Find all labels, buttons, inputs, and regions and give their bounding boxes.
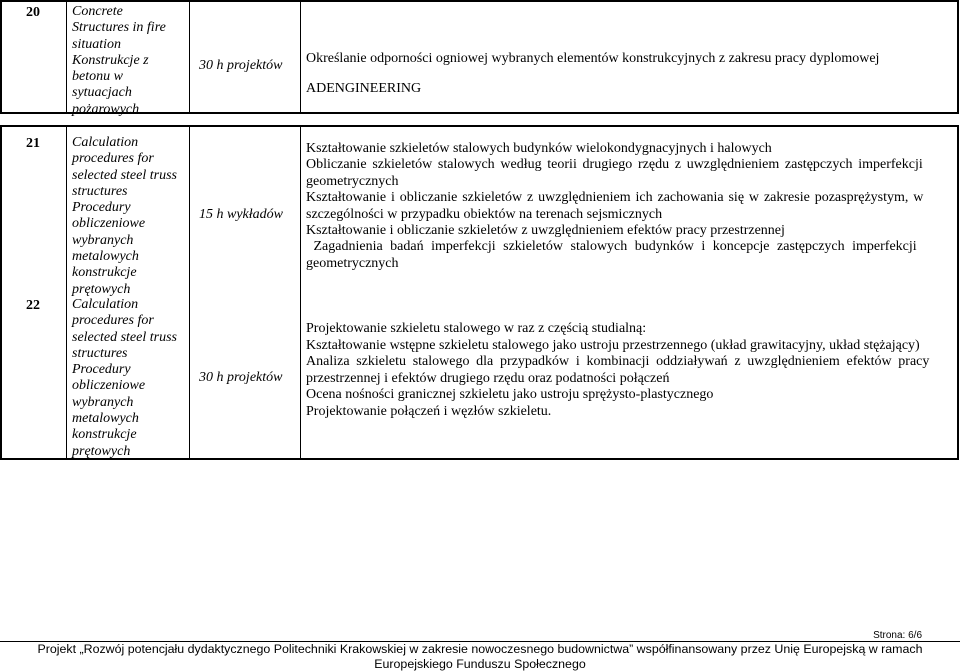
subject-name [72, 135, 177, 298]
subject-line: pożarowych [72, 101, 140, 117]
subject-line: Konstrukcje z [72, 52, 149, 68]
subject-line: konstrukcje [72, 265, 137, 281]
row-number: 20 [26, 5, 40, 20]
subject-line: betonu w [72, 69, 123, 85]
subject-line: obliczeniowe [72, 378, 146, 394]
subject-line: Procedury [72, 362, 131, 378]
subject-line: procedures for [72, 151, 154, 167]
content-line: Projektowanie szkieletu stalowego w raz z częścią studialną: [306, 321, 647, 336]
subject-line: metalowych [72, 411, 139, 427]
footer-line: Projekt „Rozwój potencjału dydaktycznego Politechniki Krakowskiej w zakresie nowoczesnego budownictwa” współfinansowany przez Unię Europejską w ramach [37, 642, 923, 656]
subject-line: structures [72, 345, 128, 361]
subject-line: prętowych [72, 281, 131, 297]
hours-label: 30 h projektów [199, 370, 283, 385]
content-line: Kształtowanie wstępne szkieletu stalowego jako ustroju przestrzennego (układ grawitacyjny, układ stężający) [306, 337, 920, 353]
content-line: Określanie odporności ogniowej wybranych elementów konstrukcyjnych z zakresu pracy dyplomowej [306, 51, 880, 66]
column-divider [66, 127, 67, 458]
subject-line: selected steel truss [72, 329, 177, 345]
content-line: Kształtowanie i obliczanie szkieletów z uwzględnieniem efektów pracy przestrzennej [306, 223, 785, 239]
subject-line: Structures in fire [72, 20, 166, 36]
subject-name [72, 4, 166, 118]
content-line: geometrycznych [306, 173, 399, 189]
row-number: 21 [26, 136, 40, 151]
content-description [306, 321, 951, 421]
subject-line: sytuacjach [72, 85, 132, 101]
content-line: Projektowanie połączeń i węzłów szkieletu. [306, 403, 552, 419]
content-line: ADENGINEERING [306, 81, 422, 96]
subject-line: obliczeniowe [72, 216, 146, 232]
content-line: Ocena nośności granicznej szkieletu jako ustroju sprężysto-plastycznego [306, 387, 714, 403]
page-number: Strona: 6/6 [873, 630, 922, 641]
content-line: Kształtowanie i obliczanie szkieletów z uwzględnieniem ich zachowania się w zakresie pozasprężystym, w [306, 190, 924, 206]
column-divider [66, 2, 67, 112]
subject-line: Procedury [72, 200, 131, 216]
column-divider [189, 2, 190, 112]
column-divider [189, 127, 190, 458]
subject-line: Concrete [72, 4, 123, 19]
subject-line: metalowych [72, 249, 139, 265]
content-line: Zagadnienia badań imperfekcji szkieletów stalowych budynków i koncepcje zastępczych imperfekcji [306, 239, 917, 255]
content-line: Kształtowanie szkieletów stalowych budynków wielokondygnacyjnych i halowych [306, 141, 772, 156]
footer-line: Europejskiego Funduszu Społecznego [374, 657, 586, 671]
subject-line: selected steel truss [72, 167, 177, 183]
subject-line: wybranych [72, 394, 134, 410]
subject-line: konstrukcje [72, 427, 137, 443]
content-line: Analiza szkieletu stalowego dla przypadków i kombinacji oddziaływań z uwzględnieniem efektów pracy [306, 354, 930, 370]
column-divider [300, 127, 301, 458]
subject-line: structures [72, 183, 128, 199]
subject-name [72, 297, 177, 460]
content-description [306, 141, 951, 272]
subject-line: Calculation [72, 297, 139, 312]
content-line: szczególności w przypadku obiektów na terenach sejsmicznych [306, 206, 663, 222]
hours-label: 15 h wykładów [199, 207, 283, 222]
content-description [306, 44, 879, 104]
subject-line: Calculation [72, 135, 139, 150]
footer-text [0, 641, 960, 672]
hours-label: 30 h projektów [199, 58, 283, 73]
subject-line: procedures for [72, 313, 154, 329]
content-line: Obliczanie szkieletów stalowych według teorii drugiego rzędu z uwzględnieniem zastępczych imperfekcji [306, 157, 923, 173]
row-number: 22 [26, 298, 40, 313]
subject-line: prętowych [72, 443, 131, 459]
column-divider [300, 2, 301, 112]
content-line: przestrzennej i efektów drugiego rzędu oraz podatności połączeń [306, 370, 670, 386]
subject-line: situation [72, 36, 122, 52]
subject-line: wybranych [72, 232, 134, 248]
content-line: geometrycznych [306, 255, 399, 271]
